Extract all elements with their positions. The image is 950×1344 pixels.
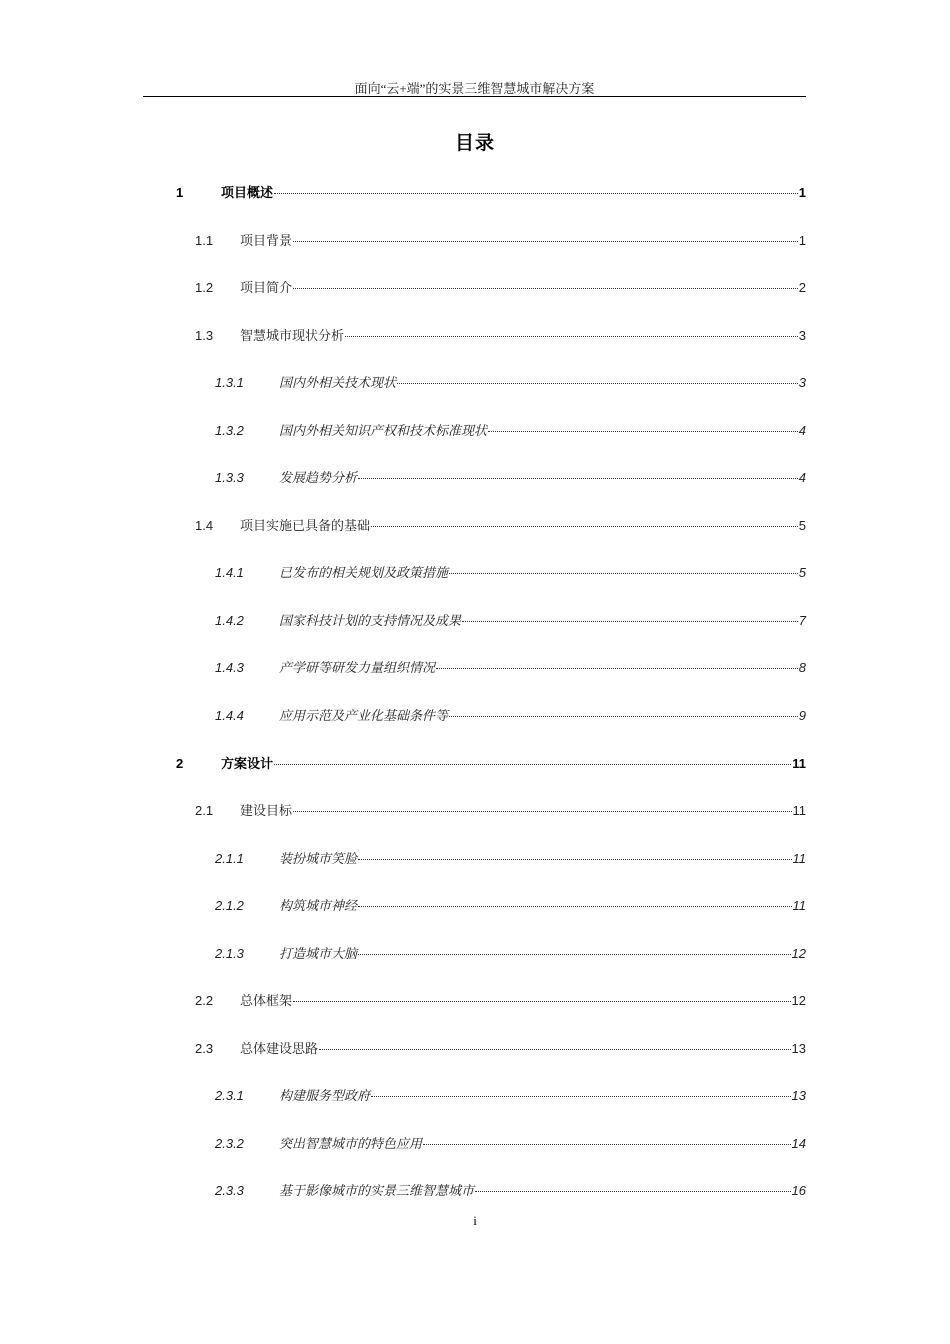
toc-entry-title: 建设目标 <box>240 803 293 818</box>
page-number: i <box>473 1213 477 1228</box>
toc-entry-number: 2.2 <box>195 993 214 1008</box>
toc-entry-page: 4 <box>798 470 806 485</box>
dot-leader <box>293 241 798 242</box>
toc-entry-1-3-3[interactable] <box>215 467 806 486</box>
toc-entry-page: 11 <box>792 756 806 771</box>
toc-entry-page: 3 <box>798 375 806 390</box>
toc-entry-1-3-1[interactable] <box>215 372 806 391</box>
toc-entry-title: 总体建设思路 <box>240 1041 319 1056</box>
toc-entry-page: 11 <box>792 851 806 866</box>
running-header: 面向“云+端”的实景三维智慧城市解决方案 <box>354 81 595 96</box>
dot-leader <box>371 1096 791 1097</box>
toc-entry-number: 2.1 <box>195 803 214 818</box>
toc-entry-number: 1.4.2 <box>215 613 244 628</box>
dot-leader <box>462 621 798 622</box>
toc-entry-1-2[interactable] <box>195 277 806 296</box>
toc-entry-number: 1.3.1 <box>215 375 244 390</box>
toc-entry-2-1-3[interactable] <box>215 943 806 962</box>
toc-entry-2-3-1[interactable] <box>215 1085 806 1104</box>
dot-leader <box>293 1001 791 1002</box>
toc-entry-page: 11 <box>792 803 806 818</box>
toc-entry-title: 项目概述 <box>221 185 274 200</box>
toc-entry-page: 1 <box>798 185 806 200</box>
toc-entry-number: 1.3.3 <box>215 470 244 485</box>
toc-entry-2-3-2[interactable] <box>215 1133 806 1152</box>
toc-entry-title: 总体框架 <box>240 993 293 1008</box>
toc-entry-page: 5 <box>798 565 806 580</box>
toc-entry-number: 2.1.1 <box>215 851 244 866</box>
toc-entry-number: 1.1 <box>195 233 214 248</box>
toc-entry-number: 2.1.3 <box>215 946 244 961</box>
toc-entry-number: 2 <box>176 756 184 771</box>
toc-entry-number: 1 <box>176 185 184 200</box>
toc-entry-page: 16 <box>791 1183 806 1198</box>
toc-entry-title: 项目实施已具备的基础 <box>240 518 371 533</box>
toc-entry-title: 国家科技计划的支持情况及成果 <box>279 613 462 628</box>
toc-entry-1-4-4[interactable] <box>215 705 806 724</box>
toc-entry-title: 已发布的相关规划及政策措施 <box>279 565 449 580</box>
dot-leader <box>371 526 798 527</box>
toc-entry-title: 构建服务型政府 <box>279 1088 371 1103</box>
toc-entry-2-1-1[interactable] <box>215 848 806 867</box>
toc-entry-2[interactable] <box>176 753 806 772</box>
toc-entry-number: 1.4 <box>195 518 214 533</box>
dot-leader <box>423 1144 791 1145</box>
dot-leader <box>319 1049 791 1050</box>
toc-entry-title: 智慧城市现状分析 <box>240 328 345 343</box>
toc-entry-1-3-2[interactable] <box>215 420 806 439</box>
dot-leader <box>293 288 798 289</box>
dot-leader <box>345 336 798 337</box>
toc-entry-page: 1 <box>798 233 806 248</box>
toc-entry-page: 4 <box>798 423 806 438</box>
toc-entry-page: 3 <box>798 328 806 343</box>
toc-entry-page: 8 <box>798 660 806 675</box>
toc-entry-1-1[interactable] <box>195 230 806 249</box>
toc-entry-title: 项目背景 <box>240 233 293 248</box>
toc-entry-page: 5 <box>798 518 806 533</box>
toc-entry-number: 1.2 <box>195 280 214 295</box>
toc-entry-title: 装扮城市笑脸 <box>279 851 358 866</box>
toc-entry-title: 方案设计 <box>221 756 274 771</box>
toc-entry-2-1-2[interactable] <box>215 895 806 914</box>
toc-entry-2-3-3[interactable] <box>215 1180 806 1199</box>
toc-entry-page: 13 <box>791 1041 806 1056</box>
dot-leader <box>475 1191 791 1192</box>
toc-entry-title: 突出智慧城市的特色应用 <box>279 1136 423 1151</box>
dot-leader <box>358 859 791 860</box>
dot-leader <box>488 431 798 432</box>
dot-leader <box>293 811 791 812</box>
toc-entry-2-1[interactable] <box>195 800 806 819</box>
toc-entry-page: 12 <box>791 993 806 1008</box>
dot-leader <box>358 478 798 479</box>
toc-entry-title: 基于影像城市的实景三维智慧城市 <box>279 1183 475 1198</box>
toc-entry-title: 构筑城市神经 <box>279 898 358 913</box>
dot-leader <box>358 954 791 955</box>
toc-entry-title: 应用示范及产业化基础条件等 <box>279 708 449 723</box>
toc-entry-number: 2.1.2 <box>215 898 244 913</box>
toc-entry-title: 项目简介 <box>240 280 293 295</box>
toc-entry-number: 1.4.1 <box>215 565 244 580</box>
toc-entry-2-3[interactable] <box>195 1038 806 1057</box>
toc-entry-title: 国内外相关知识产权和技术标准现状 <box>279 423 488 438</box>
dot-leader <box>358 906 791 907</box>
toc-entry-number: 1.3.2 <box>215 423 244 438</box>
dot-leader <box>449 716 798 717</box>
toc-entry-title: 打造城市大脑 <box>279 946 358 961</box>
toc-title: 目录 <box>454 133 495 154</box>
toc-entry-number: 2.3.3 <box>215 1183 244 1198</box>
toc-entry-page: 7 <box>798 613 806 628</box>
toc-entry-1[interactable] <box>176 182 806 201</box>
toc-entry-page: 14 <box>791 1136 806 1151</box>
toc-entry-1-4-3[interactable] <box>215 657 806 676</box>
toc-entry-number: 1.4.3 <box>215 660 244 675</box>
toc-entry-title: 国内外相关技术现状 <box>279 375 397 390</box>
toc-entry-1-3[interactable] <box>195 325 806 344</box>
toc-entry-number: 2.3 <box>195 1041 214 1056</box>
dot-leader <box>274 193 798 194</box>
toc-entry-page: 9 <box>798 708 806 723</box>
toc-entry-page: 13 <box>791 1088 806 1103</box>
toc-entry-number: 1.3 <box>195 328 214 343</box>
toc-entry-number: 2.3.2 <box>215 1136 244 1151</box>
toc-entry-1-4[interactable] <box>195 515 806 534</box>
dot-leader <box>397 383 798 384</box>
dot-leader <box>274 764 791 765</box>
dot-leader <box>436 668 798 669</box>
toc-entry-page: 2 <box>798 280 806 295</box>
toc-entry-1-4-1[interactable] <box>215 562 806 581</box>
header-divider <box>143 96 806 97</box>
toc-entry-1-4-2[interactable] <box>215 610 806 629</box>
dot-leader <box>449 573 798 574</box>
toc-entry-title: 发展趋势分析 <box>279 470 358 485</box>
toc-entry-page: 11 <box>792 898 806 913</box>
toc-entry-2-2[interactable] <box>195 990 806 1009</box>
toc-entry-number: 2.3.1 <box>215 1088 244 1103</box>
toc-entry-number: 1.4.4 <box>215 708 244 723</box>
toc-entry-title: 产学研等研发力量组织情况 <box>279 660 436 675</box>
toc-entry-page: 12 <box>791 946 806 961</box>
